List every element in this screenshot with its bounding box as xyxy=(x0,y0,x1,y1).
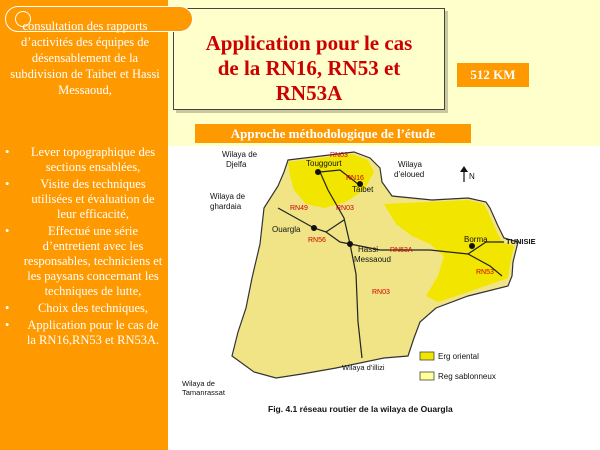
method-list-text: Effectué une série d’entretient avec les responsables, techniciens et les paysans concernant les techniques de lutte, xyxy=(23,224,163,298)
method-list xyxy=(0,145,168,350)
region-label-ghardaia: ghardaia xyxy=(210,202,242,211)
legend-swatch-erg xyxy=(420,352,434,360)
bullet-icon: • xyxy=(5,224,10,238)
distance-badge: 512 KM xyxy=(457,63,529,87)
city-dot-hassi-messaoud xyxy=(347,241,353,247)
method-list-item xyxy=(0,318,168,348)
city-label-taibet: Taibet xyxy=(352,185,374,194)
road-label-rn03: RN03 xyxy=(372,289,390,296)
method-list-text: Visite des techniques utilisées et évaluation de leur efficacité, xyxy=(31,177,155,221)
bullet-icon: • xyxy=(5,301,10,315)
country-label-tunisie: TUNISIE xyxy=(506,237,536,246)
legend-label-reg: Reg sablonneux xyxy=(438,372,496,381)
legend-label-erg: Erg oriental xyxy=(438,352,479,361)
road-label-rn03: RN03 xyxy=(330,152,348,159)
method-list-item xyxy=(0,301,168,316)
city-dot-touggourt xyxy=(315,169,321,175)
road-map xyxy=(168,146,600,450)
legend-swatch-reg xyxy=(420,372,434,380)
road-label-rn53: RN53 xyxy=(476,269,494,276)
city-label-touggourt: Touggourt xyxy=(306,159,342,168)
method-list-text: Choix des techniques, xyxy=(37,301,149,315)
road-label-rn53a: RN53A xyxy=(390,247,413,254)
road-label-rn03: RN03 xyxy=(336,205,354,212)
region-label-djelfa: Djelfa xyxy=(226,160,247,169)
title-line: Application pour le cas xyxy=(205,31,413,55)
method-list-text: Application pour le cas de la RN16,RN53 et RN53A. xyxy=(26,318,160,347)
title-line: RN53A xyxy=(275,81,343,105)
region-label-ghardaia: Wilaya de xyxy=(210,192,246,201)
region-label-djelfa: Wilaya de xyxy=(222,150,258,159)
region-label-illizi: Wilaya d’illizi xyxy=(342,363,385,372)
city-label-hassi-messaoud: Messaoud xyxy=(354,255,391,264)
city-label-borma: Borma xyxy=(464,235,488,244)
city-label-hassi-messaoud: Hassi xyxy=(358,245,379,254)
road-label-rn16: RN16 xyxy=(346,175,364,182)
title-box xyxy=(173,8,445,110)
map-svg xyxy=(168,146,600,450)
bullet-icon: • xyxy=(5,177,10,191)
bullet-icon: • xyxy=(5,318,10,332)
bullet-icon: • xyxy=(5,145,10,159)
method-list-text: Lever topographique des sections ensablées, xyxy=(30,145,156,174)
city-dot-ouargla xyxy=(311,225,317,231)
left-panel xyxy=(0,0,168,450)
road-label-rn56: RN56 xyxy=(308,237,326,244)
road-label-rn49: RN49 xyxy=(290,205,308,212)
method-list-item xyxy=(0,224,168,299)
title-line: de la RN16, RN53 et xyxy=(217,56,401,80)
region-label-eloued: d’eloued xyxy=(394,170,425,179)
map-caption: Fig. 4.1 réseau routier de la wilaya de Ouargla xyxy=(268,404,453,414)
method-list-item xyxy=(0,145,168,175)
region-label-tamanrasset: Tamanrassat xyxy=(182,388,225,397)
region-label-tamanrasset: Wilaya de xyxy=(182,379,215,388)
intro-text: consultation des rapports d’activités des équipes de désensablement de la subdivision de Taibet et Hassi Messaoud, xyxy=(10,19,160,97)
city-label-ouargla: Ouargla xyxy=(272,225,301,234)
method-list-item xyxy=(0,177,168,222)
section-label: Approche méthodologique de l’étude xyxy=(195,124,471,143)
north-arrow-head-icon xyxy=(460,166,468,172)
region-label-eloued: Wilaya xyxy=(398,160,423,169)
north-label: N xyxy=(469,172,475,181)
